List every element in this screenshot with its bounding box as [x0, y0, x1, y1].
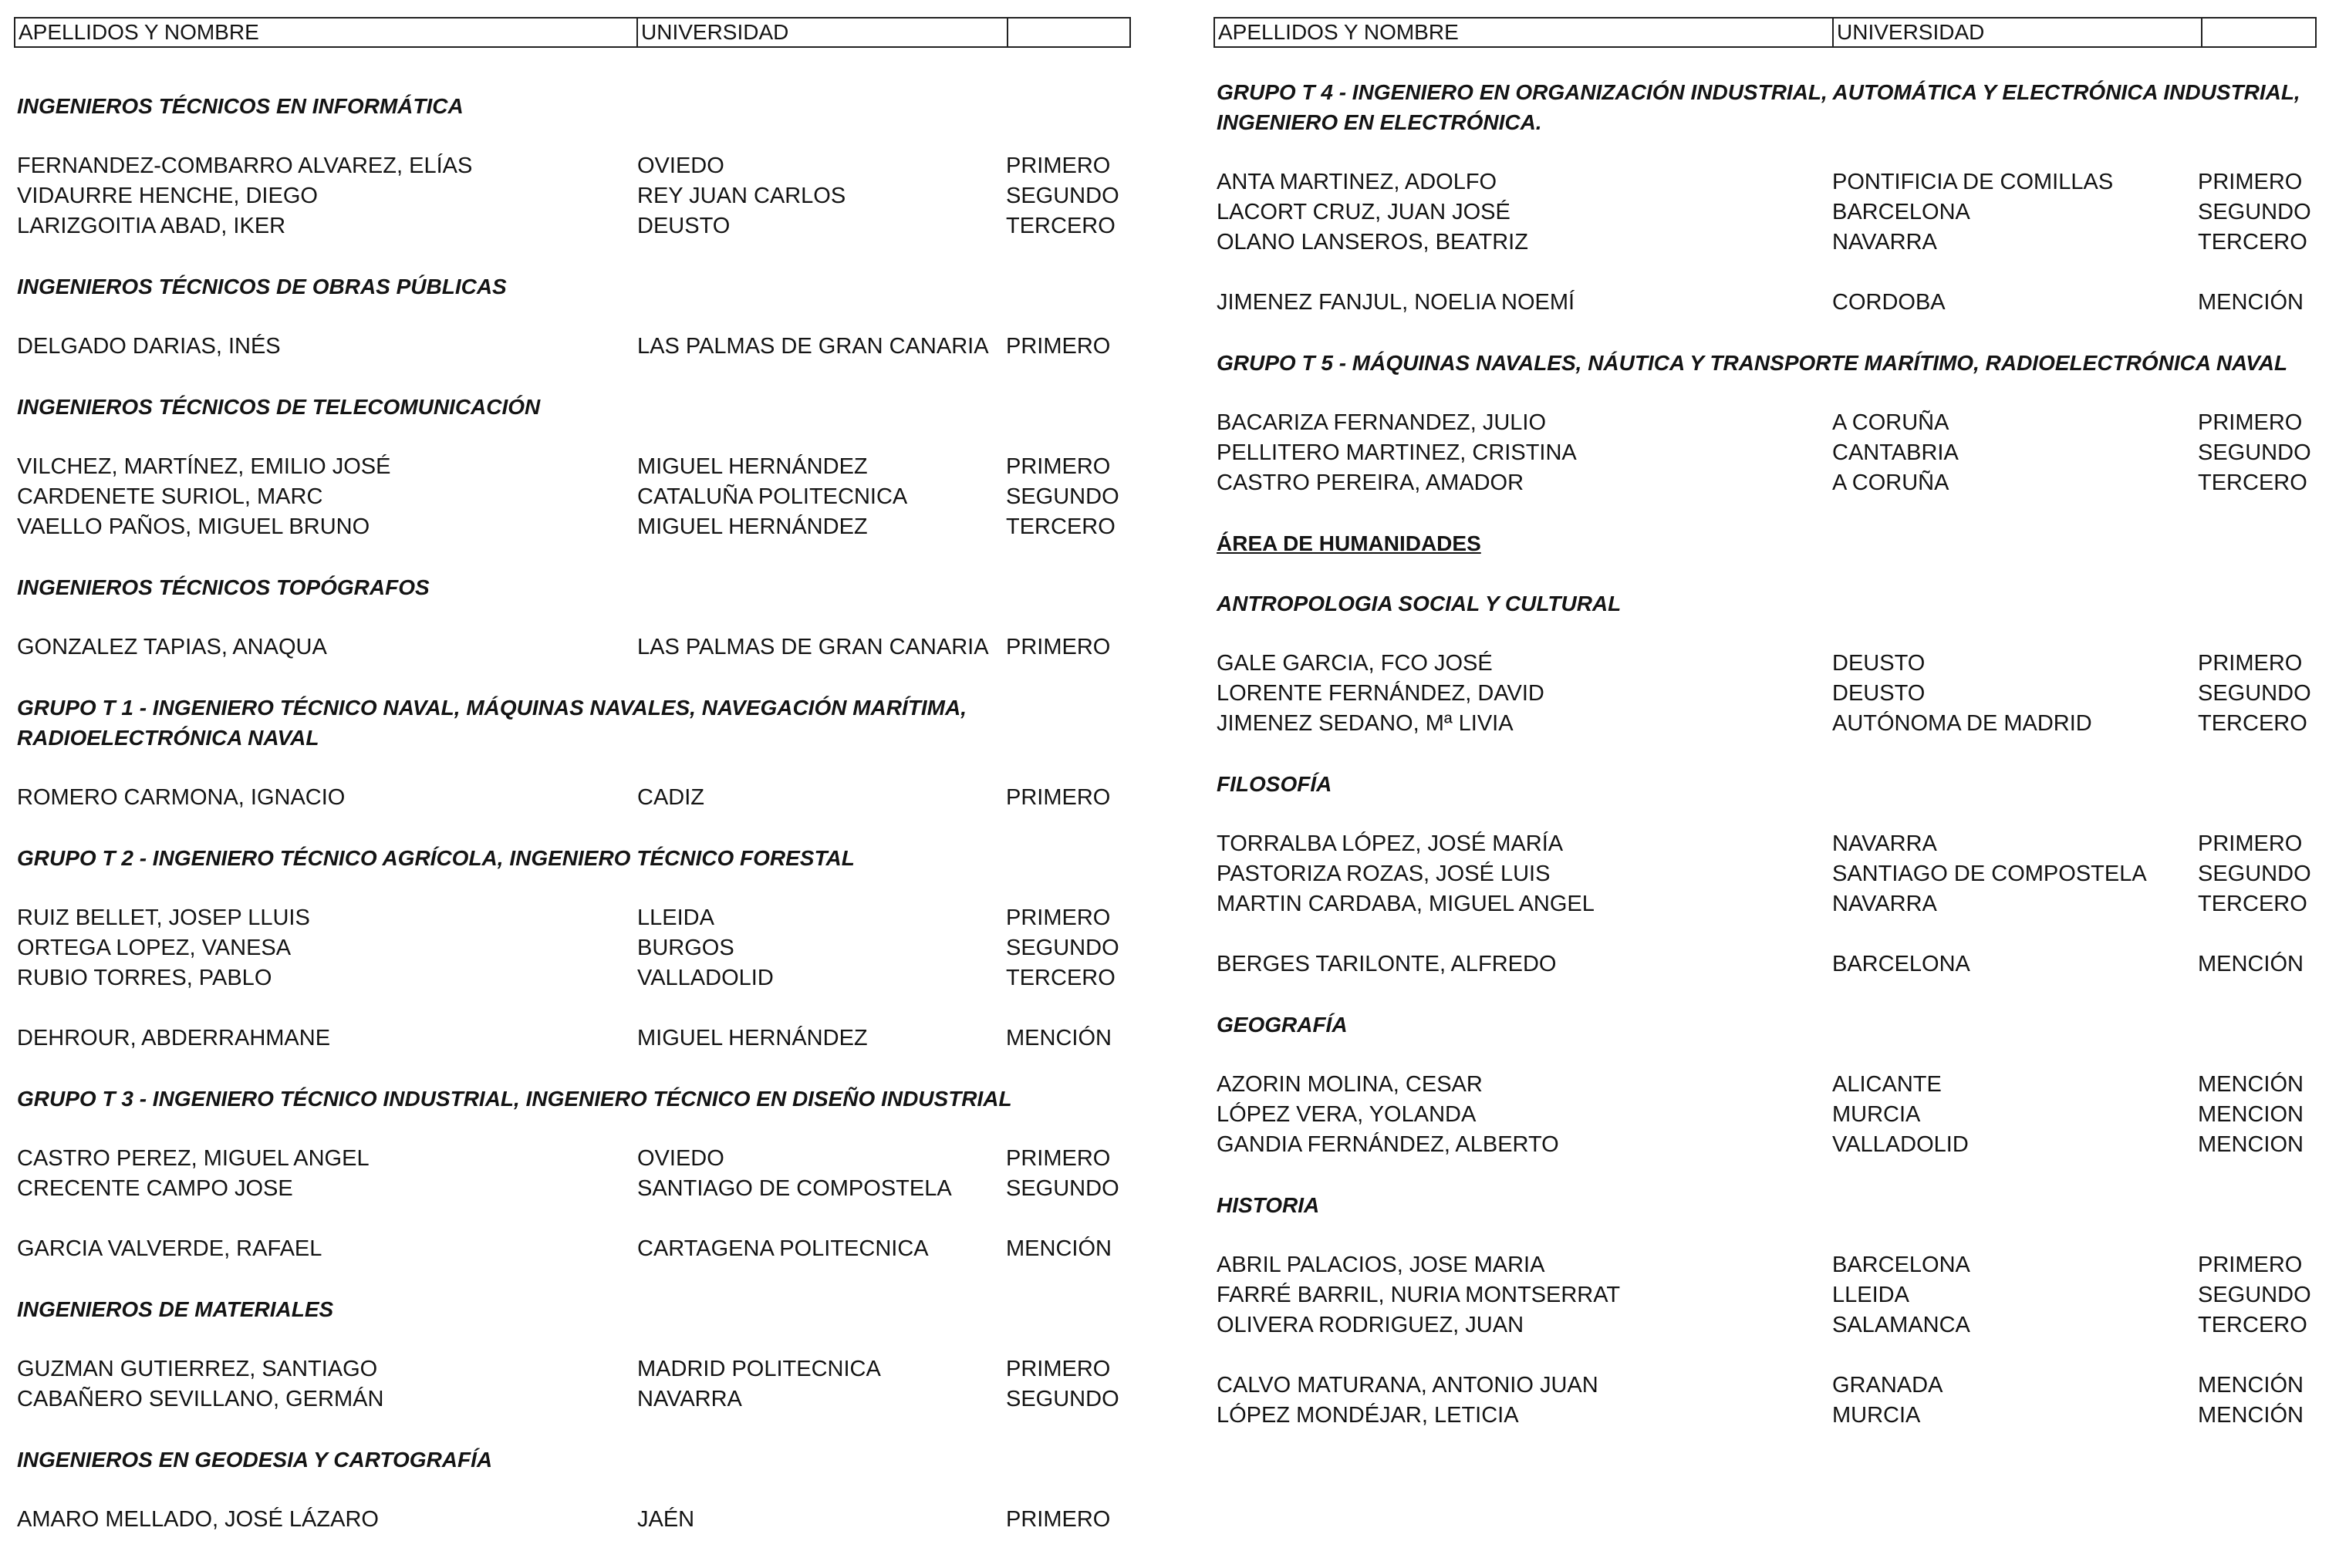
section-title: ANTROPOLOGIA SOCIAL Y CULTURAL — [1217, 592, 1622, 615]
table-row — [1217, 649, 2329, 679]
winner-name: OLIVERA RODRIGUEZ, JUAN — [1217, 1313, 1524, 1337]
table-row — [1217, 889, 2329, 919]
winner-name: VAELLO PAÑOS, MIGUEL BRUNO — [17, 514, 370, 539]
university: CATALUÑA POLITECNICA — [637, 484, 908, 509]
award-rank: PRIMERO — [1006, 785, 1111, 810]
section-title: INGENIEROS DE MATERIALES — [17, 1297, 334, 1321]
award-rank: SEGUNDO — [2198, 1283, 2311, 1307]
header-rank-col — [2201, 19, 2202, 46]
award-rank: SEGUNDO — [1006, 484, 1119, 509]
winner-name: AMARO MELLADO, JOSÉ LÁZARO — [17, 1507, 379, 1532]
header-name-col: APELLIDOS Y NOMBRE — [1218, 20, 1459, 44]
university: NAVARRA — [1832, 831, 1937, 856]
university: MADRID POLITECNICA — [637, 1357, 881, 1381]
section-title: GEOGRAFÍA — [1217, 1013, 1348, 1037]
award-rank: MENCIÓN — [2198, 290, 2304, 315]
winner-name: CASTRO PEREZ, MIGUEL ANGEL — [17, 1146, 370, 1171]
winner-name: GONZALEZ TAPIAS, ANAQUA — [17, 635, 327, 659]
winner-name: GALE GARCIA, FCO JOSÉ — [1217, 651, 1493, 676]
table-row — [17, 332, 1157, 362]
winner-name: DELGADO DARIAS, INÉS — [17, 334, 281, 359]
university: A CORUÑA — [1832, 410, 1949, 435]
university: SALAMANCA — [1832, 1313, 1970, 1337]
award-rank: TERCERO — [2198, 711, 2307, 736]
university: DEUSTO — [1832, 681, 1926, 706]
table-row — [17, 181, 1157, 211]
award-rank: PRIMERO — [2198, 831, 2303, 856]
winner-name: VIDAURRE HENCHE, DIEGO — [17, 184, 318, 208]
table-row — [1217, 1371, 2329, 1401]
university: BARCELONA — [1832, 200, 1970, 224]
table-row — [1217, 829, 2329, 859]
university: NAVARRA — [1832, 230, 1937, 255]
header-university-col: UNIVERSIDAD — [1832, 19, 1984, 46]
award-group — [17, 632, 1157, 663]
winner-name: BERGES TARILONTE, ALFREDO — [1217, 952, 1557, 976]
university: SANTIAGO DE COMPOSTELA — [1832, 862, 2147, 886]
winner-name: PASTORIZA ROZAS, JOSÉ LUIS — [1217, 862, 1551, 886]
award-rank: PRIMERO — [1006, 454, 1111, 479]
university: CANTABRIA — [1832, 440, 1959, 465]
award-rank: SEGUNDO — [1006, 1176, 1119, 1201]
university: MIGUEL HERNÁNDEZ — [637, 514, 868, 539]
university: OVIEDO — [637, 1146, 724, 1171]
header-rank-col — [1007, 19, 1008, 46]
university: REY JUAN CARLOS — [637, 184, 846, 208]
table-row — [17, 1354, 1157, 1384]
university: BURGOS — [637, 936, 734, 960]
table-row — [1217, 949, 2329, 980]
table-row — [1217, 438, 2329, 468]
university: LAS PALMAS DE GRAN CANARIA — [637, 635, 989, 659]
section-title: FILOSOFÍA — [1217, 772, 1332, 796]
award-rank: PRIMERO — [1006, 1507, 1111, 1532]
award-rank: MENCIÓN — [1006, 1236, 1112, 1261]
university: LLEIDA — [1832, 1283, 1909, 1307]
award-group — [1217, 1070, 2329, 1160]
winner-name: CARDENETE SURIOL, MARC — [17, 484, 323, 509]
award-rank: PRIMERO — [2198, 410, 2303, 435]
university: NAVARRA — [1832, 892, 1937, 916]
winner-name: CRECENTE CAMPO JOSE — [17, 1176, 293, 1201]
award-group — [17, 452, 1157, 542]
winner-name: FERNANDEZ-COMBARRO ALVAREZ, ELÍAS — [17, 153, 473, 178]
award-rank: PRIMERO — [2198, 1253, 2303, 1277]
table-row — [1217, 167, 2329, 197]
award-group — [1217, 167, 2329, 258]
table-row — [1217, 1280, 2329, 1310]
university: MURCIA — [1832, 1403, 1921, 1428]
university: CARTAGENA POLITECNICA — [637, 1236, 929, 1261]
winner-name: ORTEGA LOPEZ, VANESA — [17, 936, 292, 960]
award-group — [1217, 1371, 2329, 1431]
table-row — [17, 151, 1157, 181]
award-group — [17, 1505, 1157, 1535]
table-row — [17, 512, 1157, 542]
section-title: HISTORIA — [1217, 1193, 1320, 1217]
award-rank: PRIMERO — [2198, 170, 2303, 194]
university: CADIZ — [637, 785, 704, 810]
award-rank: MENCIÓN — [2198, 952, 2304, 976]
award-rank: PRIMERO — [1006, 153, 1111, 178]
table-row — [17, 1234, 1157, 1264]
award-rank: MENCIÓN — [2198, 1373, 2304, 1398]
winner-name: CALVO MATURANA, ANTONIO JUAN — [1217, 1373, 1598, 1398]
award-rank: SEGUNDO — [1006, 184, 1119, 208]
university: VALLADOLID — [1832, 1132, 1969, 1157]
award-group — [17, 903, 1157, 993]
section-title: INGENIEROS TÉCNICOS DE TELECOMUNICACIÓN — [17, 395, 541, 419]
award-rank: SEGUNDO — [2198, 862, 2311, 886]
winner-name: LORENTE FERNÁNDEZ, DAVID — [1217, 681, 1544, 706]
university: DEUSTO — [1832, 651, 1926, 676]
winner-name: ANTA MARTINEZ, ADOLFO — [1217, 170, 1497, 194]
award-rank: MENCION — [2198, 1102, 2304, 1127]
winner-name: OLANO LANSEROS, BEATRIZ — [1217, 230, 1528, 255]
table-row — [1217, 679, 2329, 709]
award-group — [17, 783, 1157, 813]
table-row — [17, 1384, 1157, 1415]
section-title: GRUPO T 4 - INGENIERO EN ORGANIZACIÓN INDUSTRIAL, AUTOMÁTICA Y ELECTRÓNICA INDUSTRIAL, INGENIERO EN ELECTRÓNICA. — [1217, 80, 2300, 134]
award-rank: TERCERO — [2198, 892, 2307, 916]
table-header — [14, 17, 1131, 48]
winner-name: ROMERO CARMONA, IGNACIO — [17, 785, 346, 810]
winner-name: GUZMAN GUTIERREZ, SANTIAGO — [17, 1357, 378, 1381]
table-row — [1217, 709, 2329, 739]
university: NAVARRA — [637, 1387, 742, 1411]
university: BARCELONA — [1832, 1253, 1970, 1277]
university: MIGUEL HERNÁNDEZ — [637, 454, 868, 479]
winner-name: RUBIO TORRES, PABLO — [17, 966, 272, 990]
table-row — [17, 482, 1157, 512]
university: MIGUEL HERNÁNDEZ — [637, 1026, 868, 1050]
section-title: GRUPO T 5 - MÁQUINAS NAVALES, NÁUTICA Y TRANSPORTE MARÍTIMO, RADIOELECTRÓNICA NAVAL — [1217, 351, 2288, 375]
award-rank: TERCERO — [1006, 514, 1116, 539]
university: BARCELONA — [1832, 952, 1970, 976]
award-group — [1217, 408, 2329, 498]
award-rank: TERCERO — [2198, 230, 2307, 255]
award-rank: TERCERO — [1006, 214, 1116, 238]
table-row — [1217, 859, 2329, 889]
award-rank: PRIMERO — [1006, 1357, 1111, 1381]
table-row — [1217, 1250, 2329, 1280]
award-rank: MENCIÓN — [2198, 1403, 2304, 1428]
award-rank: TERCERO — [2198, 470, 2307, 495]
section-title: INGENIEROS TÉCNICOS EN INFORMÁTICA — [17, 94, 464, 118]
award-group — [1217, 829, 2329, 919]
winner-name: GARCIA VALVERDE, RAFAEL — [17, 1236, 322, 1261]
award-rank: SEGUNDO — [1006, 936, 1119, 960]
table-row — [17, 1174, 1157, 1204]
university: DEUSTO — [637, 214, 731, 238]
table-header — [1213, 17, 2317, 48]
winner-name: JIMENEZ FANJUL, NOELIA NOEMÍ — [1217, 290, 1575, 315]
table-row — [1217, 1100, 2329, 1130]
award-rank: SEGUNDO — [2198, 440, 2311, 465]
winner-name: ABRIL PALACIOS, JOSE MARIA — [1217, 1253, 1545, 1277]
winner-name: PELLITERO MARTINEZ, CRISTINA — [1217, 440, 1577, 465]
award-group — [17, 332, 1157, 362]
award-group — [1217, 1250, 2329, 1340]
section-title: GRUPO T 2 - INGENIERO TÉCNICO AGRÍCOLA, INGENIERO TÉCNICO FORESTAL — [17, 846, 855, 870]
table-row — [17, 783, 1157, 813]
table-row — [1217, 468, 2329, 498]
winner-name: LACORT CRUZ, JUAN JOSÉ — [1217, 200, 1510, 224]
area-title: ÁREA DE HUMANIDADES — [1217, 531, 1481, 555]
winner-name: DEHROUR, ABDERRAHMANE — [17, 1026, 331, 1050]
award-rank: PRIMERO — [1006, 635, 1111, 659]
award-rank: TERCERO — [2198, 1313, 2307, 1337]
award-rank: SEGUNDO — [2198, 681, 2311, 706]
winner-name: LARIZGOITIA ABAD, IKER — [17, 214, 286, 238]
section-title: GRUPO T 1 - INGENIERO TÉCNICO NAVAL, MÁQUINAS NAVALES, NAVEGACIÓN MARÍTIMA, RADIOELECTRÓNICA NAVAL — [17, 696, 967, 750]
winner-name: AZORIN MOLINA, CESAR — [1217, 1072, 1483, 1097]
table-row — [17, 1023, 1157, 1054]
award-rank: PRIMERO — [1006, 1146, 1111, 1171]
award-rank: PRIMERO — [1006, 905, 1111, 930]
left-sections — [17, 91, 1157, 1565]
winner-name: GANDIA FERNÁNDEZ, ALBERTO — [1217, 1132, 1559, 1157]
table-row — [1217, 1310, 2329, 1340]
winner-name: MARTIN CARDABA, MIGUEL ANGEL — [1217, 892, 1595, 916]
table-row — [17, 963, 1157, 993]
table-row — [1217, 1401, 2329, 1431]
table-row — [17, 933, 1157, 963]
award-group — [1217, 949, 2329, 980]
table-row — [17, 1505, 1157, 1535]
award-rank: MENCIÓN — [2198, 1072, 2304, 1097]
award-group — [1217, 649, 2329, 739]
section-title: INGENIEROS EN GEODESIA Y CARTOGRAFÍA — [17, 1448, 493, 1472]
university: LLEIDA — [637, 905, 714, 930]
table-row — [17, 903, 1157, 933]
award-rank: PRIMERO — [2198, 651, 2303, 676]
winner-name: LÓPEZ MONDÉJAR, LETICIA — [1217, 1403, 1519, 1428]
table-row — [17, 1144, 1157, 1174]
section-title: GRUPO T 3 - INGENIERO TÉCNICO INDUSTRIAL, INGENIERO TÉCNICO EN DISEÑO INDUSTRIAL — [17, 1087, 1012, 1111]
university: VALLADOLID — [637, 966, 774, 990]
university: JAÉN — [637, 1507, 695, 1532]
winner-name: BACARIZA FERNANDEZ, JULIO — [1217, 410, 1547, 435]
table-row — [1217, 408, 2329, 438]
award-group — [17, 1144, 1157, 1204]
award-group — [17, 1354, 1157, 1415]
winner-name: RUIZ BELLET, JOSEP LLUIS — [17, 905, 310, 930]
university: A CORUÑA — [1832, 470, 1949, 495]
table-row — [17, 211, 1157, 241]
university: OVIEDO — [637, 153, 724, 178]
award-rank: MENCION — [2198, 1132, 2304, 1157]
award-group — [17, 1023, 1157, 1054]
award-group — [17, 151, 1157, 241]
winner-name: CABAÑERO SEVILLANO, GERMÁN — [17, 1387, 384, 1411]
award-group — [17, 1234, 1157, 1264]
winner-name: TORRALBA LÓPEZ, JOSÉ MARÍA — [1217, 831, 1564, 856]
university: PONTIFICIA DE COMILLAS — [1832, 170, 2114, 194]
table-row — [17, 632, 1157, 663]
section-title: INGENIEROS TÉCNICOS TOPÓGRAFOS — [17, 575, 430, 599]
university: MURCIA — [1832, 1102, 1921, 1127]
table-row — [17, 452, 1157, 482]
winner-name: VILCHEZ, MARTÍNEZ, EMILIO JOSÉ — [17, 454, 391, 479]
header-name-col: APELLIDOS Y NOMBRE — [19, 20, 259, 44]
award-group — [1217, 288, 2329, 318]
award-rank: MENCIÓN — [1006, 1026, 1112, 1050]
university: ALICANTE — [1832, 1072, 1942, 1097]
university: CORDOBA — [1832, 290, 1946, 315]
winner-name: LÓPEZ VERA, YOLANDA — [1217, 1102, 1477, 1127]
university: AUTÓNOMA DE MADRID — [1832, 711, 2092, 736]
university: LAS PALMAS DE GRAN CANARIA — [637, 334, 989, 359]
table-row — [1217, 228, 2329, 258]
table-row — [1217, 1070, 2329, 1100]
winner-name: CASTRO PEREIRA, AMADOR — [1217, 470, 1524, 495]
award-rank: TERCERO — [1006, 966, 1116, 990]
university: GRANADA — [1832, 1373, 1943, 1398]
table-row — [1217, 1130, 2329, 1160]
award-rank: SEGUNDO — [1006, 1387, 1119, 1411]
table-row — [1217, 197, 2329, 228]
award-rank: PRIMERO — [1006, 334, 1111, 359]
section-title: INGENIEROS TÉCNICOS DE OBRAS PÚBLICAS — [17, 275, 507, 298]
winner-name: JIMENEZ SEDANO, Mª LIVIA — [1217, 711, 1514, 736]
award-rank: SEGUNDO — [2198, 200, 2311, 224]
winner-name: FARRÉ BARRIL, NURIA MONTSERRAT — [1217, 1283, 1621, 1307]
university: SANTIAGO DE COMPOSTELA — [637, 1176, 952, 1201]
table-row — [1217, 288, 2329, 318]
header-university-col: UNIVERSIDAD — [636, 19, 788, 46]
right-sections — [1217, 77, 2329, 1461]
